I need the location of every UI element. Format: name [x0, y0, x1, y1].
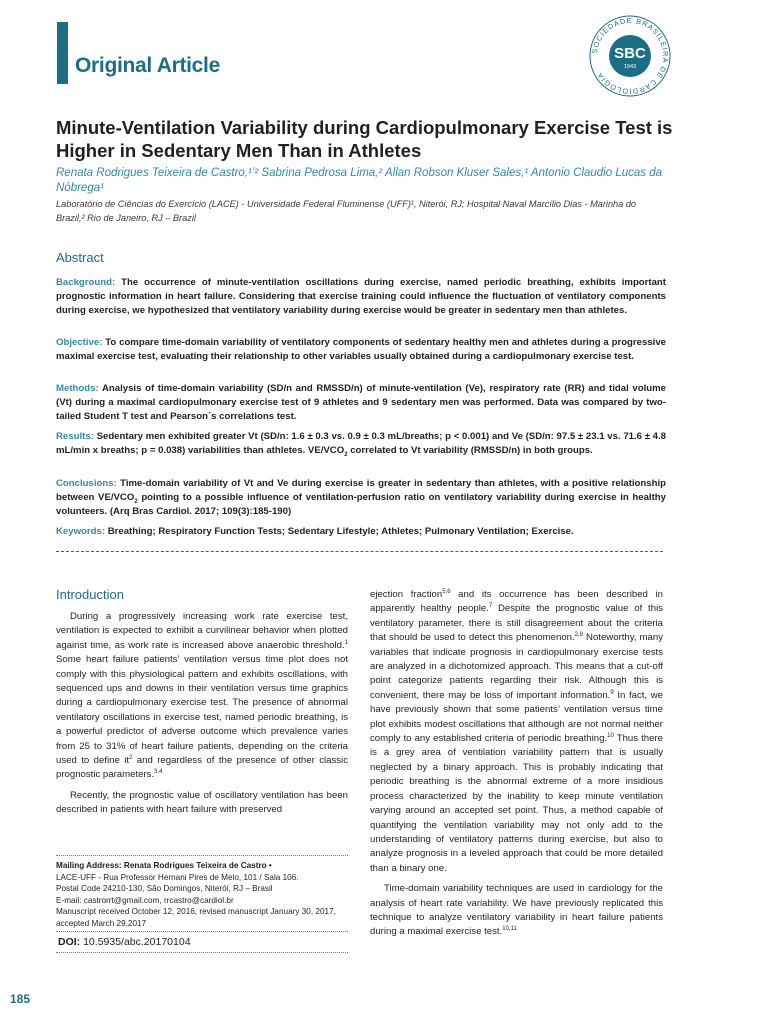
doi-divider-bottom [56, 952, 348, 953]
doi-label: DOI: [58, 936, 81, 948]
doi [58, 936, 191, 948]
footnote-line: Manuscript received October 12, 2016, revised manuscript January 30, 2017, accepted March 29,2017 [56, 907, 336, 928]
results-subscript: 2 [344, 452, 348, 459]
citation: 2 [129, 754, 133, 761]
results-text-end: correlated to Vt variability (RMSSD/n) in both groups. [347, 445, 593, 457]
abstract-objective [56, 336, 666, 364]
article-title: Minute-Ventilation Variability during Cardiopulmonary Exercise Test is Higher in Sedentary Men Than in Athletes [56, 117, 673, 161]
section-divider [56, 551, 663, 552]
right-p1-text-a: ejection fraction [370, 589, 443, 600]
footnote-title: Mailing Address: Renata Rodrigues Teixeira de Castro • [56, 861, 272, 870]
abstract-background [56, 276, 666, 319]
accent-bar [57, 22, 68, 84]
methods-text: Analysis of time-domain variability (SD/n and RMSSD/n) of minute-ventilation (Ve), respiratory rate (RR) and tidal volume (Vt) during a maximal cardiopulmonary exercise test of 9 athletes and 9 sedentary men was performed. Data was compared by two-tailed Student T test and Pearson´s correlations test. [56, 383, 666, 423]
objective-label: Objective: [56, 337, 103, 348]
right-p1-text-b: and its occurrence has been described in apparently healthy people. [370, 589, 664, 615]
right-p1-text-c: Despite the prognostic value of this ventilatory parameter, there is still disagreement about the criteria that should be used to detect this phenomenon. [370, 603, 663, 644]
conclusions-subscript: 2 [134, 499, 138, 506]
conclusions-label: Conclusions: [56, 478, 117, 489]
page-number: 185 [10, 992, 31, 1006]
right-paragraph-1 [370, 588, 663, 876]
citation: 3,4 [154, 769, 163, 776]
right-p1-text-d: Noteworthy, many variables that indicate prognosis in cardiopulmonary exercise tests are analyzed in a dichotomized approach. This means that a cut-off point categorize patients regarding their risk. Although this is convenient, there may be loss of important information. [370, 632, 663, 701]
right-p2-text: Time-domain variability techniques are used in cardiology for the analysis of heart rate variability. We have previously replicated this technique to analyze ventilatory variability in heart failure patients during a maximal exercise test. [370, 883, 663, 938]
right-p1-text-f: Thus there is a grey area of ventilation variability pattern that is usually neglected by a binary approach. This is probably indicating that periodic breathing is the abnormal extreme of a more insidious process characterized by the inability to keep minute ventilation varying around an accepted set point. Thus, a method capable of quantifying the ventilation variability may not only add to the understanding of ventilatory patterns during exercise, but also to analyze prognosis in a leveled approach that could be more detailed than a binary one. [370, 733, 664, 874]
left-paragraph-2: Recently, the prognostic value of oscillatory ventilation has been described in patients with heart failure with preserved [56, 789, 348, 816]
background-text: The occurrence of minute-ventilation oscillations during exercise, named periodic breathing, exhibits important prognostic information in heart failure. Considering that exercise training could influence the fluctuation of ventilatory components during exercise, we hypothesized that ventilatory variability during exercise would be greater in sedentary men than athletes. [56, 277, 666, 317]
results-label: Results: [56, 431, 94, 442]
left-paragraph-1 [56, 610, 348, 783]
citation: 1 [344, 639, 348, 646]
footnote-line: LACE-UFF - Rua Professor Hernani Pires de Melo, 101 / Sala 106. [56, 872, 299, 882]
logo-year: 1943 [623, 64, 637, 70]
authors: Renata Rodrigues Teixeira de Castro,¹ʼ² Sabrina Pedrosa Lima,² Allan Robson Kluser Sales,¹ Antonio Claudio Lucas da Nóbrega¹ [56, 167, 662, 194]
right-column [370, 588, 663, 940]
abstract-keywords [56, 525, 666, 539]
sbc-logo [588, 14, 672, 98]
left-column [56, 610, 348, 818]
logo-ring-text: SOCIEDADE BRASILEIRA DE CARDIOLOGIA [590, 15, 671, 97]
citation: 10,11 [502, 926, 517, 933]
objective-text: To compare time-domain variability of ventilatory components of sedentary healthy men and athletes during a progressive maximal exercise test, evaluating their relationship to other variables usually obtained during a cardiopulmonary exercise test. [56, 337, 666, 363]
citation: 5,6 [442, 588, 451, 595]
citation: 2,8 [574, 632, 584, 639]
footnote-line: Postal Code 24210-130, São Domingos, Niterói, RJ – Brasil [56, 884, 273, 894]
keywords-text: Breathing; Respiratory Function Tests; Sedentary Lifestyle; Athletes; Pulmonary Ventilation; Exercise. [107, 526, 574, 537]
left-p1-text-b: Some heart failure patients’ ventilation versus time plot does not comply with this physiological pattern and exhibits oscillations, with sequenced ups and downs in their ventilation versus time graphics during a cardiopulmonary exercise test. The presence of abnormal ventilatory oscillations in exercise test, named periodic breathing, is a powerful predictor of adverse outcome which prevalence varies from 25 to 31% of heart failure patients, depending on the criteria used to define it [56, 654, 348, 767]
affiliations: Laboratório de Ciências do Exercício (LACE) - Universidade Federal Fluminense (UFF)¹, Niterói, RJ; Hospital Naval Marcílio Dias - Marinha do Brazil,² Rio de Janeiro, RJ – Brazil [56, 199, 637, 223]
methods-label: Methods: [56, 383, 99, 394]
abstract-heading: Abstract [56, 250, 104, 265]
abstract-methods [56, 382, 666, 425]
doi-value[interactable]: 10.5935/abc.20170104 [83, 936, 191, 948]
left-p1-text-c: and regardless of the presence of other classic prognostic parameters. [56, 755, 348, 781]
logo-center: SBC [614, 45, 646, 62]
keywords-label: Keywords: [56, 526, 106, 537]
right-p1-text-e: In fact, we have previously shown that some patients’ ventilation versus time plot exhibits modest oscillations that although are not normal neither comply to any established criteria of periodic breathing. [370, 689, 663, 745]
abstract-conclusions [56, 477, 666, 520]
conclusions-text-end: pointing to a possible influence of ventilation-perfusion ratio on ventilatory variability during exercise in healthy volunteers. (Arq Bras Cardiol. 2017; 109(3):185-190) [56, 492, 666, 518]
section-label: Original Article [75, 54, 220, 77]
background-label: Background: [56, 277, 116, 288]
intro-heading: Introduction [56, 587, 124, 602]
results-text: Sedentary men exhibited greater Vt (SD/n: 1.6 ± 0.3 vs. 0.9 ± 0.3 mL/breaths; p < 0.001) and Ve (SD/n: 97.5 ± 23.1 vs. 71.6 ± 4.8 mL/min x breaths; p = 0.038) variabilities than athletes. VE/VCO [56, 431, 667, 457]
citation: 9 [610, 689, 614, 696]
citation: 10 [607, 732, 614, 739]
footnote-divider [56, 855, 348, 856]
abstract-results [56, 430, 666, 458]
footnote-email: E-mail: castrorrt@gmail.com, rrcastro@cardiol.br [56, 895, 234, 905]
right-paragraph-2 [370, 882, 663, 940]
left-p1-text-a: During a progressively increasing work rate exercise test, ventilation is expected to exhibit a curvilinear behavior when plotted against time, as work rate is increased above anaerobic threshold. [56, 611, 348, 651]
conclusions-text: Time-domain variability of Vt and Ve during exercise is greater in sedentary than athletes, with a positive relationship between VE/VCO [56, 478, 667, 504]
doi-divider-top [56, 931, 348, 932]
mailing-address-footnote [56, 860, 348, 930]
citation: 7 [488, 603, 493, 610]
